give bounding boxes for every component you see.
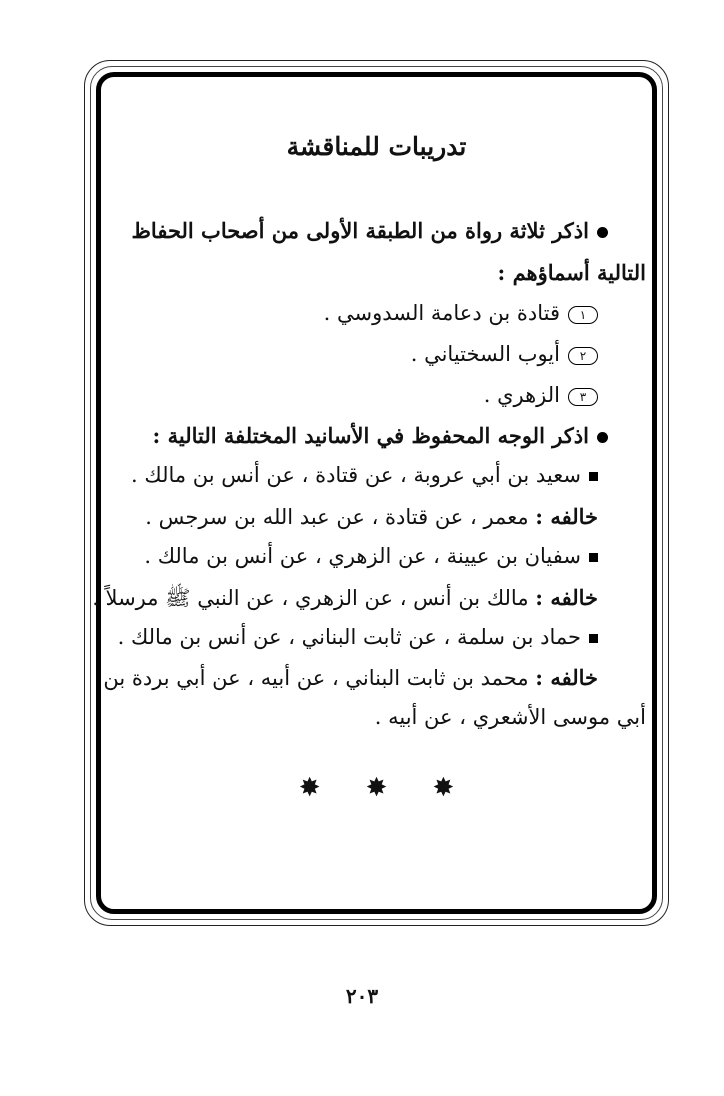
star-ornament-icon: ✸ [298, 773, 321, 803]
list-item-text: قتادة بن دعامة السدوسي . [323, 301, 560, 325]
khalafa-label: خالفه : [535, 665, 598, 690]
question-2-line-1 [153, 425, 608, 446]
question-2-text: اذكر الوجه المحفوظ في الأسانيد المختلفة التالية : [152, 423, 589, 448]
list-item-text: الزهري . [483, 383, 560, 407]
question-1-line-2: التالية أسماؤهم : [497, 260, 646, 285]
bullet-dot-icon [597, 432, 608, 443]
isnad-text: سعيد بن أبي عروبة ، عن قتادة ، عن أنس بن مالك . [131, 463, 581, 487]
number-badge: ٢ [568, 347, 598, 365]
star-ornament-icon: ✸ [365, 773, 388, 803]
star-ornament-icon: ✸ [432, 773, 455, 803]
khalafa-line [145, 506, 598, 528]
list-item-text: أيوب السختياني . [410, 342, 560, 366]
bullet-square-icon [589, 553, 598, 562]
khalafa-text: معمر ، عن قتادة ، عن عبد الله بن سرجس . [145, 505, 529, 529]
khalafa-line [92, 587, 598, 609]
isnad-line [118, 627, 598, 648]
ornament-row [96, 775, 657, 801]
list-item [411, 344, 598, 365]
khalafa-line [103, 667, 598, 689]
khalafa-continuation: أبي موسى الأشعري ، عن أبيه . [374, 705, 646, 729]
list-item [324, 303, 598, 324]
khalafa-label: خالفه : [535, 585, 598, 610]
bullet-square-icon [589, 472, 598, 481]
page-number: ٢٠٣ [345, 984, 379, 1008]
question-1-text: اذكر ثلاثة رواة من الطبقة الأولى من أصحاب الحفاظ [131, 218, 589, 243]
khalafa-label: خالفه : [535, 504, 598, 529]
number-badge: ١ [568, 306, 598, 324]
isnad-text: حماد بن سلمة ، عن ثابت البناني ، عن أنس بن مالك . [117, 625, 581, 649]
bullet-dot-icon [597, 227, 608, 238]
khalafa-text: مالك بن أنس ، عن الزهري ، عن النبي ﷺ مرسلاً . [92, 586, 529, 610]
isnad-text: سفيان بن عيينة ، عن الزهري ، عن أنس بن مالك . [144, 544, 581, 568]
page-title: تدريبات للمناقشة [286, 132, 467, 161]
isnad-line [144, 546, 598, 567]
isnad-line [131, 465, 598, 486]
bullet-square-icon [589, 634, 598, 643]
list-item [484, 385, 598, 406]
number-badge: ٣ [568, 388, 598, 406]
khalafa-text: محمد بن ثابت البناني ، عن أبيه ، عن أبي بردة بن [103, 666, 529, 690]
question-1-line-1 [132, 220, 608, 241]
